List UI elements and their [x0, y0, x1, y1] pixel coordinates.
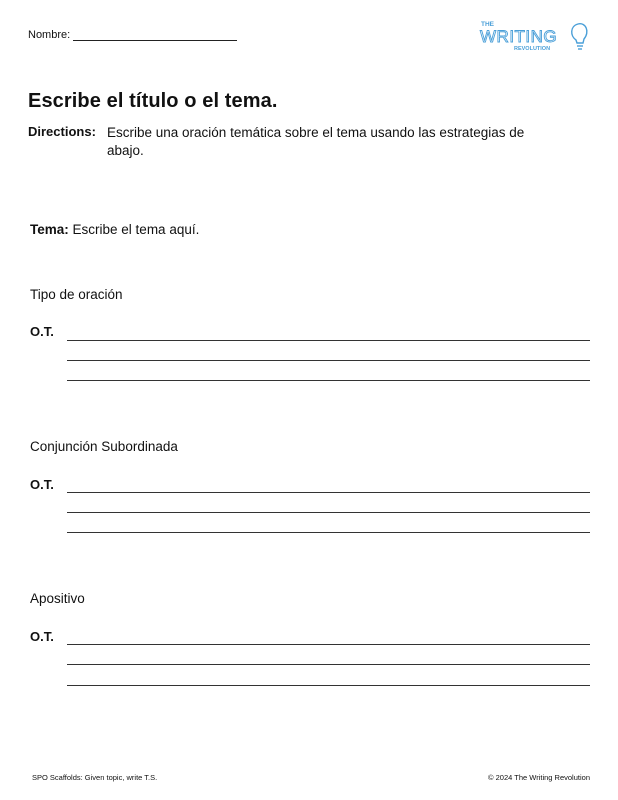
writing-line[interactable] — [67, 512, 590, 513]
writing-line[interactable] — [67, 644, 590, 645]
writing-line[interactable] — [67, 380, 590, 381]
name-field — [28, 28, 237, 41]
lightbulb-icon — [572, 24, 587, 49]
writing-line[interactable] — [67, 685, 590, 686]
section-title-appositive: Apositivo — [30, 591, 85, 606]
directions-text: Escribe una oración temática sobre el tema usando las estrategias de abajo. — [107, 125, 525, 158]
logo-writing: WRITING — [480, 27, 558, 46]
footer-left: SPO Scaffolds: Given topic, write T.S. — [32, 773, 158, 782]
section-title-sentence-type: Tipo de oración — [30, 287, 123, 302]
writing-line[interactable] — [67, 492, 590, 493]
writing-revolution-logo — [478, 18, 592, 56]
topic-line — [30, 222, 199, 237]
topic-label: Tema: — [30, 222, 69, 237]
name-label: Nombre: — [28, 29, 71, 41]
directions-label: Directions: — [28, 124, 96, 139]
logo-the: THE — [481, 21, 494, 28]
logo-revolution: REVOLUTION — [514, 46, 551, 52]
ot-label: O.T. — [30, 629, 54, 644]
writing-line[interactable] — [67, 360, 590, 361]
ot-label: O.T. — [30, 324, 54, 339]
name-input-line[interactable] — [73, 28, 237, 41]
writing-line[interactable] — [67, 532, 590, 533]
section-title-subordinating-conjunction: Conjunción Subordinada — [30, 439, 178, 454]
writing-line[interactable] — [67, 340, 590, 341]
writing-line[interactable] — [67, 664, 590, 665]
footer-right: © 2024 The Writing Revolution — [488, 773, 590, 782]
ot-label: O.T. — [30, 477, 54, 492]
page-title: Escribe el título o el tema. — [28, 90, 278, 112]
topic-value[interactable]: Escribe el tema aquí. — [72, 222, 200, 237]
